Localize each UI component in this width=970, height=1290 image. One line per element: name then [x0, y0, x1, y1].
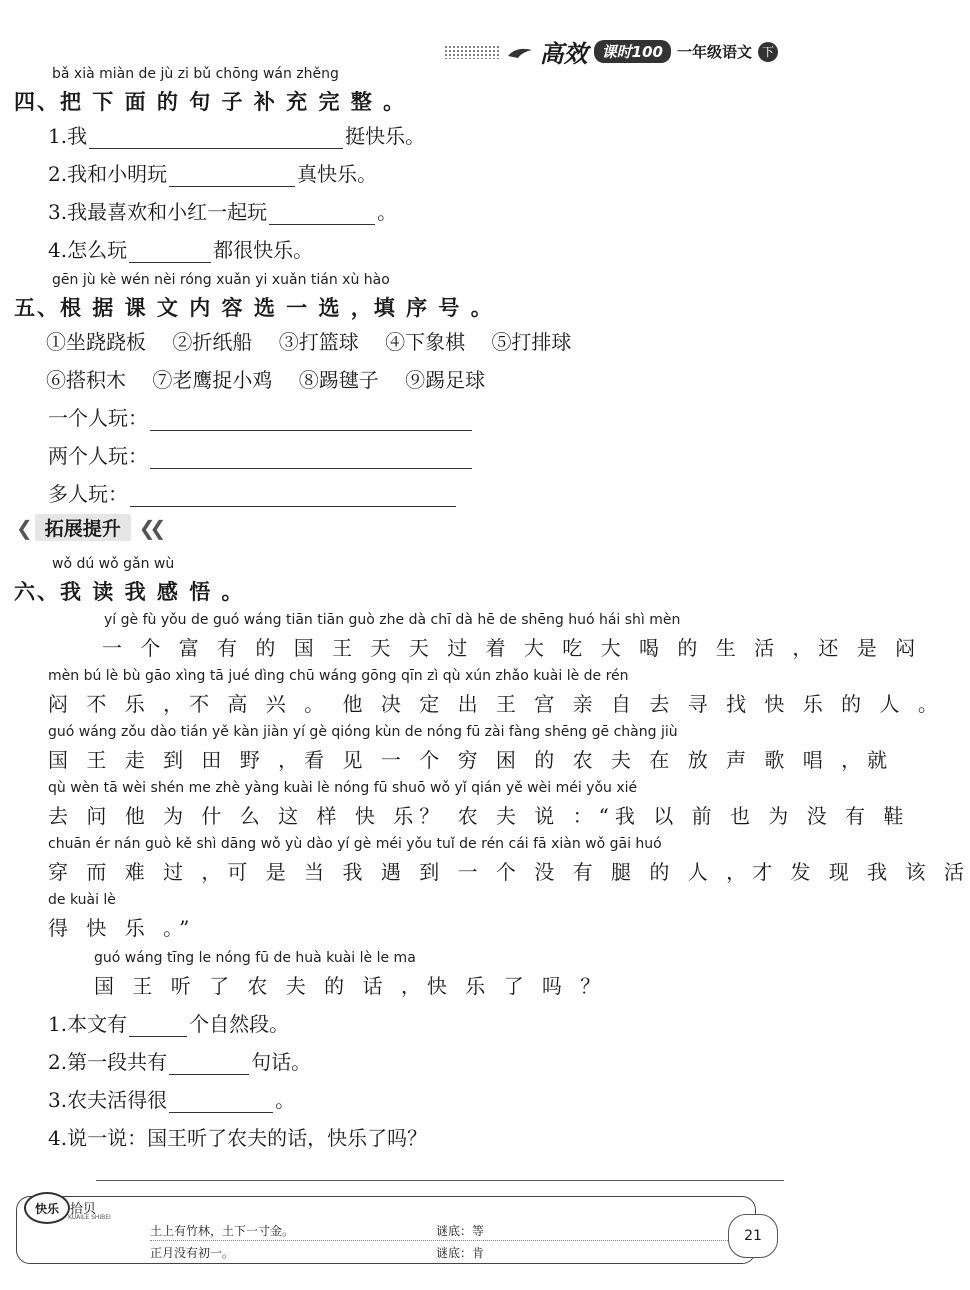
s4-item-1-blank[interactable]	[89, 126, 343, 149]
extension-banner	[16, 514, 160, 541]
riddle-question: 土上有竹林，土下一寸金。	[150, 1224, 295, 1238]
s4-item-1	[48, 120, 425, 149]
s6-q4-pre: 4.说一说：国王听了农夫的话，快乐了吗？	[48, 1126, 428, 1150]
story-pinyin-2: mèn bú lè bù gāo xìng tā jué dìng chū wáng gōng qīn zì qù xún zhǎo kuài lè de rén	[48, 668, 629, 684]
story-line-3: 国 王 走 到 田 野 ，看 见 一 个 穷 困 的 农 夫 在 放 声 歌 唱 ，就	[48, 748, 894, 772]
story-line-7: 国 王 听 了 农 夫 的 话 ，快 乐 了 吗 ？	[94, 974, 607, 998]
s5-fill-two	[48, 440, 474, 469]
page-number: 21	[728, 1214, 778, 1258]
s5-fill-many	[48, 478, 458, 507]
bird-icon	[506, 44, 534, 60]
footer-label: 拾贝	[70, 1202, 97, 1217]
story-pinyin-1: yí gè fù yǒu de guó wáng tiān tiān guò zhe dà chī dà hē de shēng huó hái shì mèn	[104, 612, 681, 628]
s6-q1-blank[interactable]	[129, 1014, 187, 1037]
s4-item-1-pre: 1.我	[48, 124, 88, 148]
story-pinyin-5: chuān ér nán guò kě shì dāng wǒ yù dào yí gè méi yǒu tuǐ de rén cái fā xiàn wǒ gāi huó	[48, 836, 662, 852]
s4-item-1-post: 挺快乐。	[345, 124, 426, 148]
story-line-2: 闷 不 乐 ，不 高 兴 。 他 决 定 出 王 宫 亲 自 去 寻 找 快 乐 的 人 。	[48, 692, 944, 716]
s5-fill-alone	[48, 402, 474, 431]
s6-q3-post: 。	[275, 1088, 296, 1112]
s5-option: ⑥搭积木	[46, 368, 126, 392]
s6-q1-post: 个自然段。	[189, 1012, 290, 1036]
s6-q3-blank[interactable]	[169, 1090, 273, 1113]
s4-item-4	[48, 234, 313, 263]
s5-fill-many-label: 多人玩：	[48, 482, 128, 506]
s4-item-4-blank[interactable]	[129, 240, 211, 263]
page-header	[444, 34, 778, 69]
s5-option: ②折纸船	[172, 330, 253, 354]
s5-fill-alone-blank[interactable]	[150, 408, 472, 431]
s4-title: 四、把 下 面 的 句 子 补 充 完 整 。	[14, 90, 407, 114]
story-pinyin-6: de kuài lè	[48, 892, 116, 908]
s5-options-row-2	[46, 364, 505, 393]
s4-item-2-pre: 2.我和小明玩	[48, 162, 168, 186]
header-dot-pattern	[444, 45, 500, 59]
s5-fill-many-blank[interactable]	[130, 484, 456, 507]
s5-fill-two-label: 两个人玩：	[48, 444, 148, 468]
s4-item-3	[48, 196, 397, 225]
s5-option: ③打篮球	[278, 330, 359, 354]
s5-title: 五、根 据 课 文 内 容 选 一 选 ，填 序 号 。	[14, 296, 494, 320]
brand-badge: 课时100	[594, 40, 671, 63]
s5-fill-alone-label: 一个人玩：	[48, 406, 148, 430]
s4-item-3-blank[interactable]	[269, 202, 375, 225]
s6-q4	[48, 1122, 427, 1151]
grade-label: 一年级语文	[676, 43, 752, 61]
footer-badge: 快乐	[24, 1192, 70, 1224]
brand-title: 高效	[539, 40, 588, 68]
story-line-5: 穿 而 难 过 ，可 是 当 我 遇 到 一 个 没 有 腿 的 人 ，才 发 现 我 该 活	[48, 860, 970, 884]
s4-item-2	[48, 158, 377, 187]
story-line-6: 得 快 乐 。”	[48, 916, 196, 940]
s5-option: ⑨踢足球	[405, 368, 486, 392]
s6-q1	[48, 1008, 289, 1037]
riddle-divider	[150, 1240, 730, 1241]
s5-pinyin: gēn jù kè wén nèi róng xuǎn yi xuǎn tián xù hào	[52, 272, 390, 288]
s4-item-2-blank[interactable]	[169, 164, 295, 187]
riddle-question: 正月没有初一。	[150, 1246, 235, 1260]
s6-q2	[48, 1046, 311, 1075]
s5-fill-two-blank[interactable]	[150, 446, 472, 469]
s4-item-2-post: 真快乐。	[297, 162, 378, 186]
story-pinyin-3: guó wáng zǒu dào tián yě kàn jiàn yí gè qióng kùn de nóng fū zài fàng shēng gē chàng jiù	[48, 724, 678, 740]
footer-divider	[96, 1180, 784, 1181]
volume-badge: 下	[758, 42, 778, 62]
s6-q2-blank[interactable]	[169, 1052, 249, 1075]
s5-option: ⑦老鹰捉小鸡	[152, 368, 273, 392]
chevron-left-icon: ❮	[16, 515, 27, 540]
s6-q2-post: 句话。	[251, 1050, 312, 1074]
riddle-answer: 谜底：等	[436, 1224, 485, 1238]
s4-pinyin: bǎ xià miàn de jù zi bǔ chōng wán zhěng	[52, 66, 339, 82]
s6-q3	[48, 1084, 295, 1113]
s4-item-4-pre: 4.怎么玩	[48, 238, 128, 262]
s5-options-row-1	[46, 326, 591, 355]
s4-item-3-pre: 3.我最喜欢和小红一起玩	[48, 200, 268, 224]
riddle-answer: 谜底：肯	[436, 1246, 485, 1260]
s5-option: ⑤打排球	[491, 330, 572, 354]
footer-label-sub: KUAILE SHIBEI	[68, 1214, 111, 1221]
story-line-4: 去 问 他 为 什 么 这 样 快 乐？ 农 夫 说 ：“我 以 前 也 为 没 有 鞋	[48, 804, 910, 828]
s5-option: ⑧踢毽子	[298, 368, 379, 392]
story-pinyin-7: guó wáng tīng le nóng fū de huà kuài lè le ma	[94, 950, 416, 966]
footer-box	[16, 1196, 756, 1264]
s5-option: ④下象棋	[385, 330, 466, 354]
s6-q2-pre: 2.第一段共有	[48, 1050, 168, 1074]
s6-title: 六、我 读 我 感 悟 。	[14, 580, 245, 604]
story-line-1: 一 个 富 有 的 国 王 天 天 过 着 大 吃 大 喝 的 生 活 ，还 是 闷	[102, 636, 922, 660]
chevron-left-double-icon: ❮❮	[138, 515, 161, 540]
story-pinyin-4: qù wèn tā wèi shén me zhè yàng kuài lè nóng fū shuō wǒ yǐ qián yě wèi méi yǒu xié	[48, 780, 638, 796]
s6-pinyin: wǒ dú wǒ gǎn wù	[52, 556, 175, 572]
s6-q1-pre: 1.本文有	[48, 1012, 128, 1036]
extension-label: 拓展提升	[35, 514, 131, 541]
s6-q3-pre: 3.农夫活得很	[48, 1088, 168, 1112]
s4-item-3-post: 。	[377, 200, 398, 224]
s4-item-4-post: 都很快乐。	[213, 238, 314, 262]
s5-option: ①坐跷跷板	[46, 330, 146, 354]
